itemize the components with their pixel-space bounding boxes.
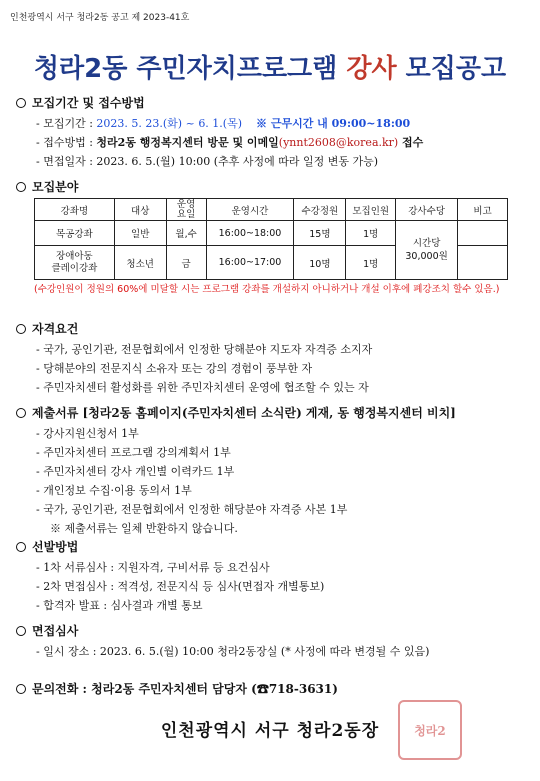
list-item: - 당해분야의 전문지식 소유자 또는 강의 경험이 풍부한 자	[36, 362, 313, 375]
qualification-heading-text: 자격요건	[32, 322, 79, 336]
table-header: 모집인원	[346, 199, 396, 221]
table-cell: 청소년	[114, 246, 166, 280]
period-line	[16, 114, 526, 133]
table-cell: 10명	[294, 246, 346, 280]
title-part3: 모집공고	[396, 54, 507, 84]
interview-date-line: - 면접일자 : 2023. 6. 5.(월) 10:00 (추후 사정에 따라 일정 변동 가능)	[36, 155, 378, 168]
table-header: 강좌명	[35, 199, 115, 221]
fee-cell: 시간당 30,000원	[396, 221, 458, 280]
list-item: - 일시 장소 : 2023. 6. 5.(월) 10:00 청라2동장실 (* 사정에 따라 변경될 수 있음)	[36, 645, 430, 658]
table-cell: 16:00~17:00	[206, 246, 294, 280]
circle-bullet-icon	[16, 182, 26, 192]
table-cell: 1명	[346, 221, 396, 246]
circle-bullet-icon	[16, 408, 26, 418]
circle-bullet-icon	[16, 324, 26, 334]
contact-text: 문의전화 : 청라2동 주민자치센터 담당자 (☎718-3631)	[32, 682, 338, 696]
table-header-row	[35, 199, 508, 221]
recruit-table	[34, 198, 508, 280]
list-note: ※ 제출서류는 일체 반환하지 않습니다.	[50, 522, 238, 535]
title-part2: 강사	[346, 54, 397, 84]
interview-heading	[16, 622, 526, 639]
method-label: - 접수방법 :	[36, 136, 97, 149]
warning-note: (수강인원이 정원의 60%에 미달할 시는 프로그램 강좌를 개설하지 아니하거나 개설 이후에 폐강조치 할수 있음.)	[34, 284, 500, 295]
title-part1: 청라2동 주민자치프로그램	[33, 54, 347, 84]
interview-heading-text: 면접심사	[32, 624, 79, 638]
table-cell: 장애아동 클레이강좌	[35, 246, 115, 280]
table-header: 강사수당	[396, 199, 458, 221]
selection-heading-text: 선발방법	[32, 540, 79, 554]
period-value: 2023. 5. 23.(화) ~ 6. 1.(목)	[96, 117, 243, 130]
table-header: 운영시간	[206, 199, 294, 221]
period-heading	[16, 94, 526, 111]
method-tail: 접수	[398, 136, 424, 149]
list-item: - 1차 서류심사 : 지원자격, 구비서류 등 요건심사	[36, 561, 270, 574]
method-email: (ynnt2608@korea.kr)	[278, 136, 399, 149]
table-cell: 목공강좌	[35, 221, 115, 246]
circle-bullet-icon	[16, 98, 26, 108]
list-item: - 국가, 공인기관, 전문협회에서 인정한 해당분야 자격증 사본 1부	[36, 503, 348, 516]
table-row	[35, 221, 508, 246]
documents-heading	[16, 404, 526, 421]
selection-section	[16, 538, 526, 615]
contact-heading	[16, 680, 526, 697]
list-item: - 주민자치센터 활성화를 위한 주민자치센터 운영에 협조할 수 있는 자	[36, 381, 369, 394]
fields-heading-text: 모집분야	[32, 180, 79, 194]
method-line	[16, 133, 526, 152]
table-cell: 1명	[346, 246, 396, 280]
page-title	[0, 48, 540, 85]
period-heading-text: 모집기간 및 접수방법	[32, 96, 145, 110]
table-cell: 일반	[114, 221, 166, 246]
table-cell	[458, 246, 508, 280]
period-label: - 모집기간 :	[36, 117, 97, 130]
fields-section	[16, 178, 526, 198]
list-item: - 주민자치센터 강사 개인별 이력카드 1부	[36, 465, 235, 478]
list-item: - 주민자치센터 프로그램 강의계획서 1부	[36, 446, 231, 459]
table-header: 대상	[114, 199, 166, 221]
official-seal-stamp	[398, 700, 462, 760]
qualification-section	[16, 320, 526, 397]
table-header: 수강정원	[294, 199, 346, 221]
document-number: 인천광역시 서구 청라2동 공고 제 2023-41호	[10, 13, 190, 23]
table-cell: 금	[166, 246, 206, 280]
list-item: - 개인정보 수집·이용 동의서 1부	[36, 484, 192, 497]
method-value: 청라2동 행정복지센터 방문 및 이메일	[96, 136, 279, 149]
table-cell: 15명	[294, 221, 346, 246]
table-cell: 월,수	[166, 221, 206, 246]
table-cell: 16:00~18:00	[206, 221, 294, 246]
table-cell	[458, 221, 508, 246]
list-item: - 강사지원신청서 1부	[36, 427, 139, 440]
documents-section	[16, 404, 526, 538]
list-item: - 2차 면접심사 : 적격성, 전문지식 등 심사(면접자 개별통보)	[36, 580, 325, 593]
documents-heading-text: 제출서류 [청라2동 홈페이지(주민자치센터 소식란) 게재, 동 행정복지센터 비치]	[32, 406, 456, 420]
list-item: - 국가, 공인기관, 전문협회에서 인정한 당해분야 지도자 자격증 소지자	[36, 343, 373, 356]
list-item: - 합격자 발표 : 심사결과 개별 통보	[36, 599, 203, 612]
table-header: 비고	[458, 199, 508, 221]
issuer-name: 인천광역시 서구 청라2동장	[160, 721, 380, 741]
interview-section	[16, 622, 526, 661]
fields-heading	[16, 178, 526, 195]
period-note: ※ 근무시간 내 09:00~18:00	[256, 117, 411, 130]
contact-section	[16, 680, 526, 700]
table-header: 운영 요일	[166, 199, 206, 221]
seal-text: 청라2	[414, 723, 446, 738]
circle-bullet-icon	[16, 626, 26, 636]
qualification-heading	[16, 320, 526, 337]
circle-bullet-icon	[16, 684, 26, 694]
period-section	[16, 94, 526, 171]
circle-bullet-icon	[16, 542, 26, 552]
selection-heading	[16, 538, 526, 555]
